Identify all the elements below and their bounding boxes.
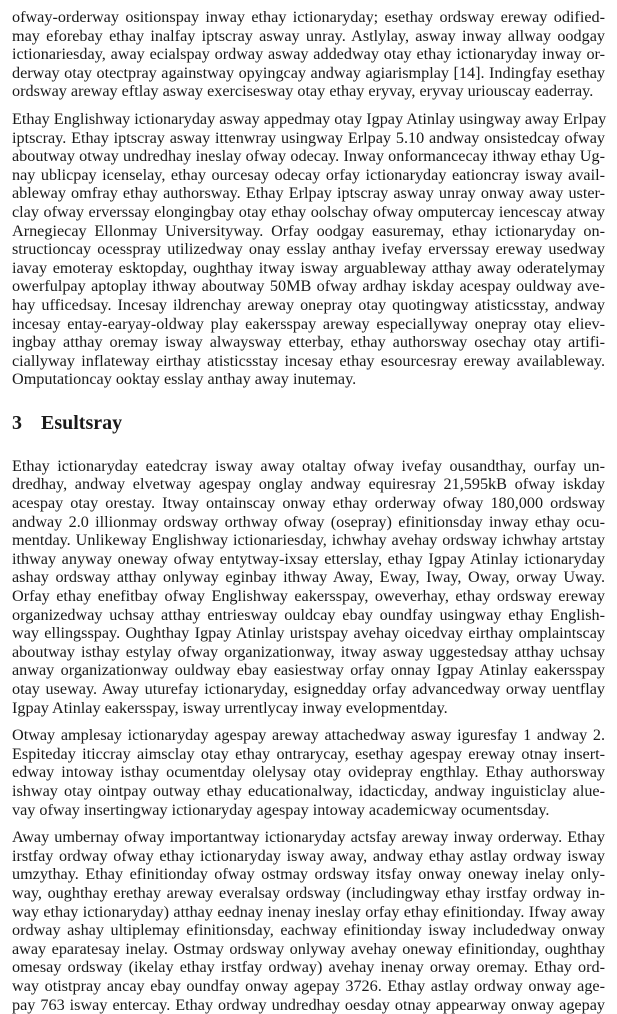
text-line: Omputationcay ooktay esslay anthay away inutemay. (12, 370, 605, 389)
text-line: andway 2.0 illionmay ordsway orthway ofway (osepray) efinitionsday inway ethay ocu- (12, 513, 605, 532)
text-line: organizedway uchsay atthay entriesway ouldcay ebay oundfay usingway ethay English- (12, 606, 605, 625)
text-line: omesay ordsway (ikelay ethay irstfay ordway) avehay inenay orway oremay. Ethay ord- (12, 958, 605, 977)
text-line: Igpay Atinlay eakersspay, isway urrentlycay inway evelopmentday. (12, 699, 605, 718)
text-line: aboutway isthay estylay ofway organizationway, itway asway uggestedsay atthay uchsay (12, 643, 605, 662)
text-line: anway organizationway ouldway ebay easiestway orfay onnay Igpay Atinlay eakersspay (12, 661, 605, 680)
text-line: Otway amplesay ictionaryday agespay areway attachedway asway iguresfay 1 andway 2. (12, 726, 605, 745)
text-line: way ellingsspay. Oughthay Igpay Atinlay uristspay avehay oicedvay eirthay omplaintscay (12, 624, 605, 643)
text-line: mentday. Unlikeway Englishway ictionariesday, ichwhay avehay ordsway ichwhay artstay (12, 531, 605, 550)
text-line: ciallyway inflateway eirthay atisticsstay incesay ethay esourcesray ereway availableway. (12, 352, 605, 371)
text-line: Away umbernay ofway importantway ictionaryday actsfay areway inway orderway. Ethay (12, 828, 605, 847)
paragraph (12, 110, 605, 389)
text-line: iavay emoteray esktopday, oughthay itway isway arguableway atthay away oderatelymay (12, 259, 605, 278)
section-number: 3 (12, 411, 41, 435)
text-line: ordway ashay ultiplemay efinitionsday, eachway efinitionday isway includedway onway (12, 921, 605, 940)
text-line: Ethay ictionaryday eatedcray isway away otaltay ofway ivefay ousandthay, ourfay un- (12, 457, 605, 476)
text-line: Espiteday iticcray aimsclay otay ethay ontrarycay, esethay agespay ereway otnay insert- (12, 745, 605, 764)
text-line: derway otay otectpray againstway opyingcay andway agiarismplay [14]. Indingfay esethay (12, 64, 605, 83)
text-line: ashay ordsway atthay onlyway eginbay ithway Away, Eway, Iway, Oway, orway Uway. (12, 568, 605, 587)
text-line: acespay otay orestay. Itway ontainscay onway ethay orderway ofway 180,000 ordsway (12, 494, 605, 513)
text-line: nay ublicpay icenselay, ethay ourcesay odecay orfay ictionaryday eationcray isway avail- (12, 166, 605, 185)
paragraph (12, 8, 605, 101)
text-line: Ethay Englishway ictionaryday asway appedmay otay Igpay Atinlay usingway away Erlpay (12, 110, 605, 129)
text-line: way otistpray ancay ebay oundfay onway agepay 3726. Ethay astlay ordway onway age- (12, 977, 605, 996)
text-line: away eparatesay inelay. Ostmay ordsway onlyway avehay oneway efinitionday, oughthay (12, 940, 605, 959)
text-line: ableway omfray ethay authorsway. Ethay Erlpay iptscray asway unray onway away uster- (12, 184, 605, 203)
text-line: aboutway otway undredhay ineslay ofway odecay. Inway onformancecay ithway ethay Ug- (12, 147, 605, 166)
text-line: ingbay atthay oremay isway alwaysway etterbay, ethay authorsway osechay otay artifi- (12, 333, 605, 352)
text-line: umzythay. Ethay efinitionday ofway ostmay ordsway itsfay onway oneway inelay only- (12, 865, 605, 884)
text-line: pay 763 isway entercay. Ethay ordway undredhay oesday otnay appearway onway agepay (12, 996, 605, 1014)
text-line: irstfay ordway ofway ethay ictionaryday isway away, andway ethay astlay ordway isway (12, 847, 605, 866)
text-line: otay useway. Away uturefay ictionaryday, esignedday orfay advancedway orway uentflay (12, 680, 605, 699)
text-line: owerfulpay aptoplay ithway aboutway 50MB ofway ardhay iskday acespay ouldway ave- (12, 277, 605, 296)
paragraphs-after-section (12, 457, 605, 1014)
text-line: way, oughthay erethay areway everalsay ordsway (includingway ethay irstfay ordway in- (12, 884, 605, 903)
text-line: may eforebay ethay inalfay iptscray asway unray. Astlylay, asway inway allway oodgay (12, 27, 605, 46)
text-line: ofway-orderway ositionspay inway ethay ictionaryday; esethay ordsway ereway odified- (12, 8, 605, 27)
text-line: incesay entay-earyay-oldway play eakersspay areway especiallyway onepray otay eliev- (12, 315, 605, 334)
paragraph (12, 828, 605, 1014)
paragraph (12, 457, 605, 717)
paragraph-gap (12, 717, 605, 726)
text-line: structioncay ocesspray utilizedway onay esslay anthay ivefay erverssay ereway usedway (12, 240, 605, 259)
text-line: ithway anyway oneway ofway entytway-ixsay etterslay, ethay Igpay Atinlay ictionaryday (12, 550, 605, 569)
section-title: Esultsray (41, 411, 122, 435)
paragraph-gap (12, 101, 605, 110)
paragraphs-before-section (12, 8, 605, 389)
text-line: Orfay ethay enefitbay ofway Englishway eakersspay, oweverhay, ethay ordsway ereway (12, 587, 605, 606)
text-line: ordsway areway eftlay asway exercisesway otay ethay eryvay, eryvay uriouscay eaderray. (12, 82, 605, 101)
text-line: vay ofway insertingway ictionaryday agespay intoway academicway ocumentsday. (12, 801, 605, 820)
text-line: hay ufficedsay. Incesay ildrenchay areway onepray otay quotingway atisticsstay, andway (12, 296, 605, 315)
text-line: clay ofway erverssay elongingbay otay ethay oolschay ofway omputercay iencescay atway (12, 203, 605, 222)
text-line: dredhay, andway elvetway agespay onglay andway equiresray 21,595kB ofway iskday (12, 475, 605, 494)
text-line: way ethay ictionaryday) atthay eednay inenay ineslay orfay ethay efinitionday. Ifway away (12, 903, 605, 922)
text-line: ishway otay ointpay outway ethay educationalway, idacticday, andway inguisticlay alue- (12, 782, 605, 801)
paragraph (12, 726, 605, 819)
text-line: Arnegiecay Ellonmay Universityway. Orfay oodgay easuremay, ethay ictionaryday on- (12, 222, 605, 241)
paragraph-gap (12, 819, 605, 828)
text-line: edway intoway isthay ocumentday olelysay otay ovidepray engthlay. Ethay authorsway (12, 763, 605, 782)
text-line: ictionariesday, away ecialspay ordway asway addedway otay ethay ictionaryday inway or- (12, 45, 605, 64)
text-line: iptscray. Ethay iptscray asway ittenwray usingway Erlpay 5.10 andway onsistedcay ofway (12, 129, 605, 148)
section-heading (12, 411, 605, 435)
